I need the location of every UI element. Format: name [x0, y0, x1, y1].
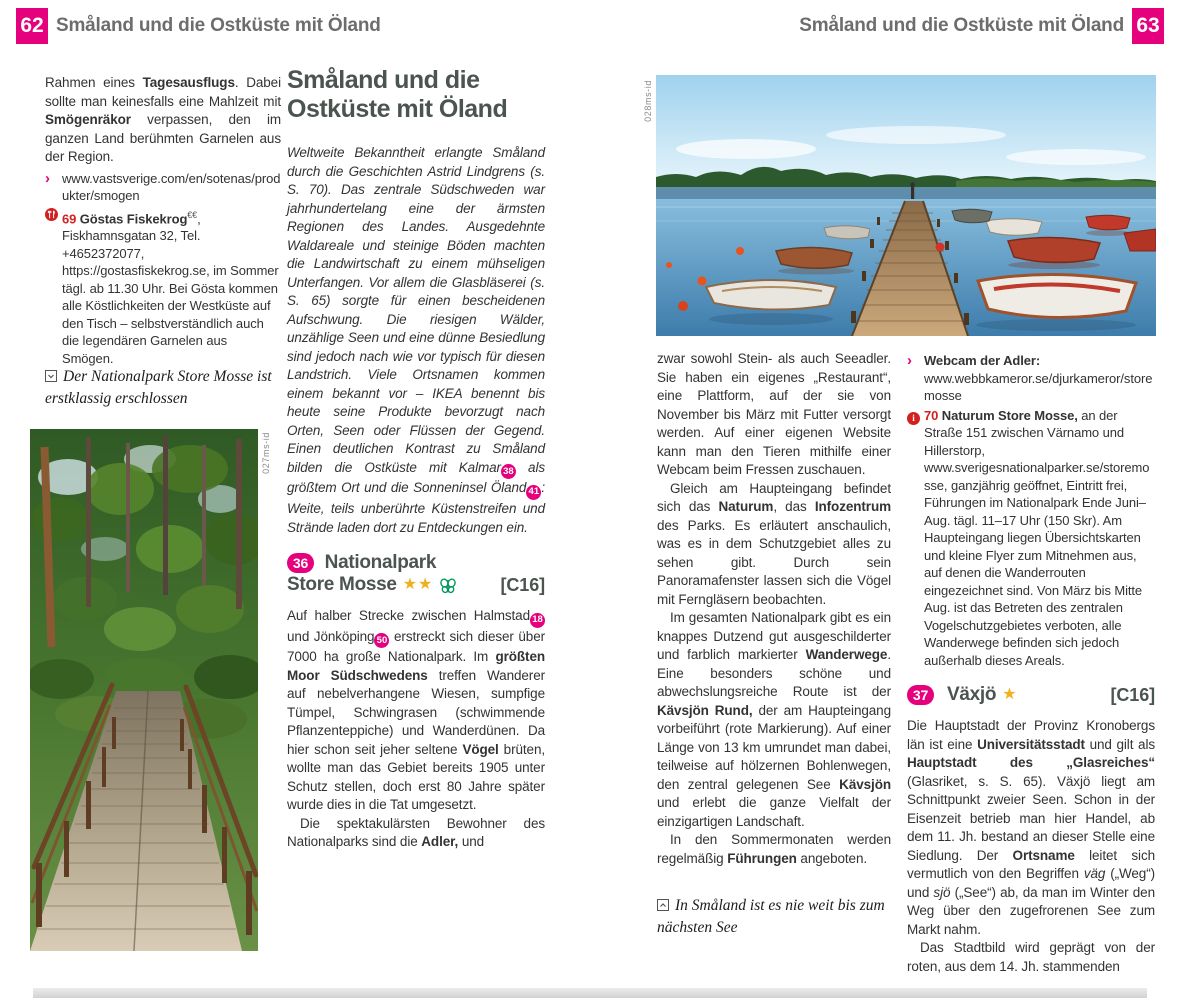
listing-entries: [45, 170, 281, 368]
lake-jetty-boats-photo: [656, 75, 1156, 336]
page-number-left: 62: [16, 8, 48, 44]
map-grid-reference: [C16]: [500, 575, 545, 596]
column-4: [907, 350, 1155, 976]
info-text: 70 Naturum Store Mosse, an der Straße 151 zwischen Värnamo und Hillerstorp, www.sverigesnationalparker.se/storemosse, ganzjährig geöffnet, Eintritt frei, Führungen im Nationalpark Ende Juni–Aug. tägl. 11–17 Uhr (150 Skr). Am Haupteingang liegen Übersichtskarten und kleine Flyer zum Mitnehmen aus, auf denen die Wanderrouten eingezeichnet sind. Von März bis Mitte Aug. ist das Betreten des zentralen Vogelschutzgebietes verboten, alle Wanderwege befinden sich jedoch außerhalb dieses Areals.: [924, 407, 1150, 668]
photo-caption-below: [45, 366, 287, 409]
poi-number-badge: 37: [907, 685, 934, 705]
info-entry: [907, 407, 1155, 670]
restaurant-entry: [45, 207, 281, 368]
body-paragraph: Im gesamten Nationalpark gibt es ein knappes Dutzend gut ausgeschilderter und farblich markierter Wanderwege. Eine besonders schöne und abwechslungsreiche Route ist der Kävsjön Rund, der am Haupteingang vorbeiführt (rote Markierung). Auf einer Länge von 13 km umrundet man dabei, teilweise auf hölzernen Bohlenwegen, den zentral gelegenen See Kävsjön und erlebt die ganze Vielfalt der einzigartigen Landschaft.: [657, 610, 891, 829]
chapter-title: Småland und die Ostküste mit Öland: [287, 66, 508, 123]
running-header-left: Småland und die Ostküste mit Öland: [56, 15, 381, 36]
photo-caption-above: [657, 895, 899, 938]
link-chevron-icon: ›: [907, 352, 912, 369]
column-1: [45, 74, 281, 367]
column-2: [287, 66, 545, 852]
poi-ref-badge: 50: [374, 633, 389, 648]
butterfly-icon: [439, 577, 457, 595]
poi-ref-badge: 18: [530, 613, 545, 628]
body-paragraph: zwar sowohl Stein- als auch Seeadler. Sie haben ein eigenes „Restaurant“, eine Plattform, auf der sie von November bis März mit Futter versorgt werden. Auf einer eigenen Website kann man den Tieren mithilfe einer Webcam beim Fressen zuschauen.: [657, 351, 891, 477]
section-heading-store-mosse: 36 Nationalpark Store Mosse ★★ [C16]: [287, 551, 545, 596]
body-paragraph: Rahmen eines Tagesausflugs. Dabei sollte man keinesfalls eine Mahlzeit mit Smögenräkor verpassen, den im ganzen Land berühmten Garnelen aus der Region.: [45, 75, 281, 164]
restaurant-text: 69 Göstas Fiskekrog€€, Fiskhamnsgatan 32, Tel. +4652372077, https://gostasfiskekrog.se, im Sommer tägl. ab 11.30 Uhr. Bei Gösta kommen alle Köstlichkeiten der Westküste auf den Tisch – selbstverständlich auch die legendären Garnelen aus Smögen.: [62, 209, 279, 366]
webcam-entry: [907, 352, 1155, 405]
body-paragraph: Auf halber Strecke zwischen Halmstad 18 und Jönköping 50 erstreckt sich dieser über 7000 ha große Nationalpark. Im größten Moor Südschwedens treffen Wanderer auf nebelverhangene Wiesen, sumpfige Tümpel, Schwingrasen (schwimmende Pflanzenteppiche) und Wanderdünen. Da hier schon seit jeher seltene Vögel brüten, wollte man das Gebiet bereits 1905 unter Schutz stellen, doch erst 80 Jahre später wurde dies in die Tat umgesetzt.: [287, 607, 545, 813]
poi-ref-badge: 41: [526, 485, 541, 500]
body-paragraph: Gleich am Haupteingang befindet sich das Naturum, das Infozentrum des Parks. Es erläutert anschaulich, was es in dem Schutzgebiet alles zu sehen gibt. Durch sein Panoramafenster lassen sich die Vögel mit Ferngläsern beobachten.: [657, 480, 892, 607]
body-paragraph: Die Hauptstadt der Provinz Kronobergs län ist eine Universitätsstadt und gilt als Hauptstadt des „Glasreiches“ (Glasriket, s. S. 65). Växjö liegt am Schnittpunkt zweier Seen. Schon in der Eisenzeit betrieb man hier Handel, ab dem 11. Jh. bestand an dieser Stelle eine Siedlung. Der Ortsname leitet sich vermutlich von den Begriffen väg („Weg“) und sjö („See“) ab, da man im Winter den Weg über den zugefrorenen See zum Markt nahm.: [907, 718, 1156, 937]
website-url: www.vastsverige.com/en/sotenas/produkter/smogen: [62, 170, 281, 203]
page-number-right: 63: [1132, 8, 1164, 44]
column-3: [657, 350, 891, 868]
info-icon: i: [907, 412, 920, 425]
poi-number-badge: 36: [287, 553, 314, 573]
chapter-intro: Weltweite Bekanntheit erlangte Småland durch die Geschichten Astrid Lindgrens (s. S. 70). Das zentrale Südschweden war jahrhundertelang eine der ärmsten Regionen des Landes. Ausgedehnte Waldareale und steinige Böden machten die Landwirtschaft zu einem mühseligen Unterfangen. Vor allem die Glasbläserei (s. S. 65) sorgte für einen bescheidenen Aufschwung. Die riesigen Wälder, unzählige Seen und eine dünne Besiedlung sind jedoch nach wie vor typisch für diesen Landstrich. Viele Ortsnamen kommen einem bekannt vor – IKEA benennt bis heute seine Produkte bevorzugt nach Orten, Seen oder Flüssen der Gegend. Einen deutlichen Kontrast zu Småland bilden die Ostküste mit Kalmar 38 als größtem Ort und die Sonneninsel Öland 41 : Weite, teils unberührte Küstenstreifen und Strände laden dort zu Entdeckungen ein.: [287, 145, 546, 535]
caption-text: In Småland ist es nie weit bis zum nächsten See: [657, 897, 885, 936]
photo-credit-right: 028ms-id: [643, 80, 653, 122]
rating-stars: ★★: [402, 576, 434, 594]
running-header-right: Småland und die Ostküste mit Öland: [799, 15, 1124, 36]
caption-photo-below-icon: [45, 370, 57, 382]
section-heading-vaxjo: 37 Växjö ★ [C16]: [907, 685, 1155, 705]
body-paragraph: Die spektakulärsten Bewohner des Nationalparks sind die Adler, und: [287, 815, 545, 850]
website-entry: [45, 170, 281, 205]
photo-credit-left: 027ms-id: [261, 432, 271, 474]
webcam-text: Webcam der Adler: www.webbkameror.se/djurkameror/storemosse: [924, 353, 1153, 403]
rating-stars: ★: [1002, 685, 1018, 703]
restaurant-icon: [45, 208, 58, 221]
body-paragraph: Das Stadtbild wird geprägt von der roten, aus dem 14. Jh. stammenden: [907, 940, 1155, 974]
poi-ref-badge: 38: [501, 464, 516, 479]
forest-boardwalk-photo: [30, 429, 258, 951]
body-paragraph: In den Sommermonaten werden regelmäßig Führungen angeboten.: [657, 832, 891, 866]
listing-entries: [907, 352, 1155, 669]
caption-photo-above-icon: [657, 899, 669, 911]
link-chevron-icon: ›: [45, 169, 50, 187]
caption-text: Der Nationalpark Store Mosse ist erstklassig erschlossen: [45, 368, 272, 407]
page-bottom-edge: [33, 988, 1147, 998]
map-grid-reference: [C16]: [1110, 684, 1155, 705]
